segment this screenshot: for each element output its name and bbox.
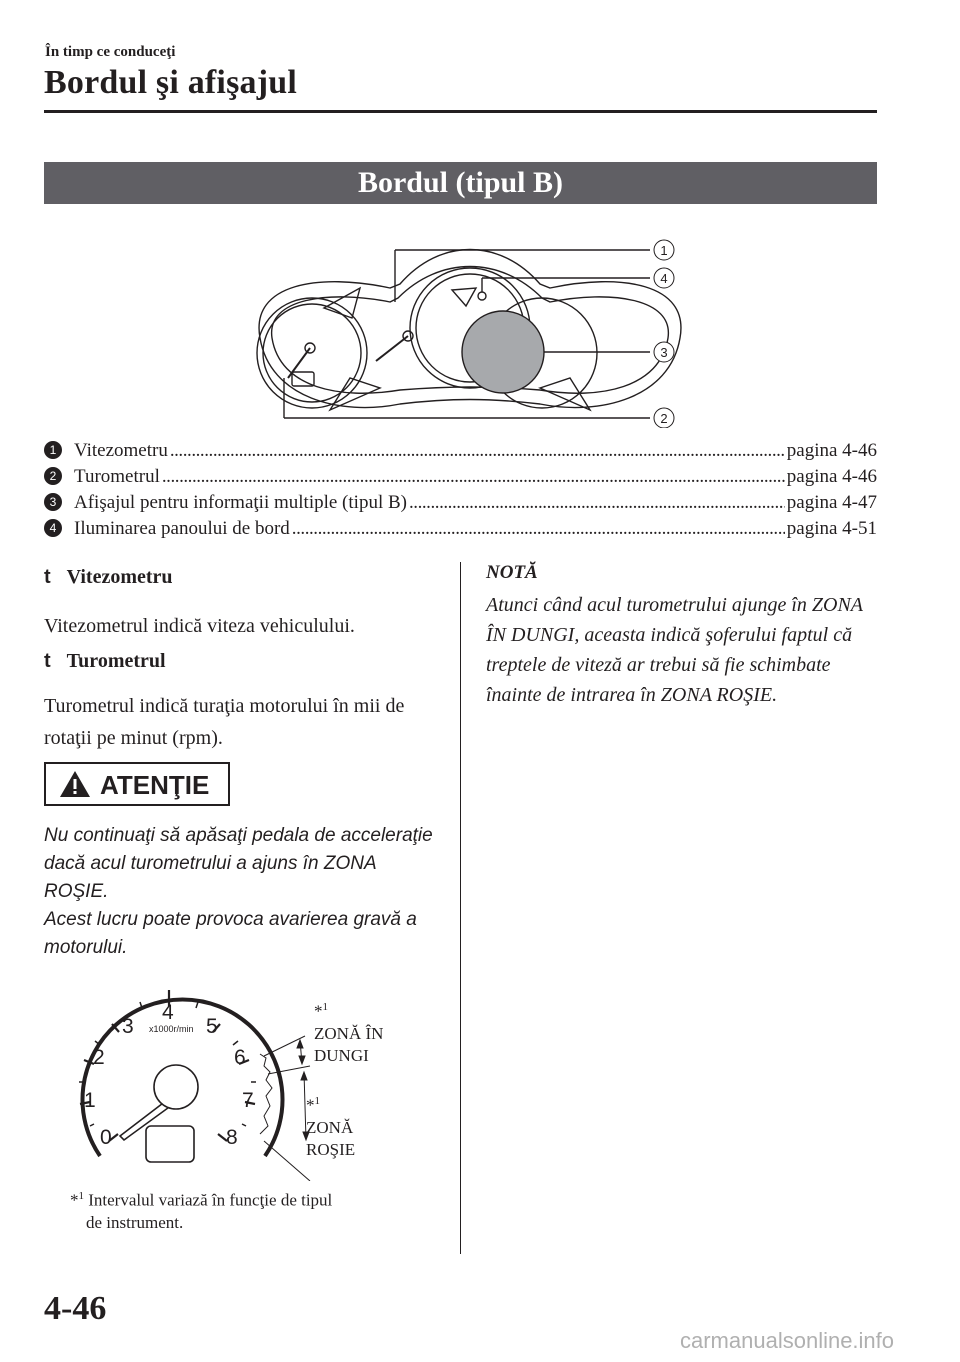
breadcrumb: În timp ce conduceţi <box>45 44 176 60</box>
footnote-asterisk: * <box>306 1095 315 1115</box>
body-text: Vitezometrul indică viteza vehiculului. <box>44 615 355 637</box>
heading-text: Vitezometru <box>66 566 173 588</box>
page-number: 4-46 <box>44 1290 107 1327</box>
heading-text: Turometrul <box>66 650 166 672</box>
callout-4: 4 <box>660 271 668 286</box>
section-banner: Bordul (tipul B) <box>44 162 877 204</box>
footnote <box>70 1185 332 1234</box>
toc-number: 1 <box>44 441 62 459</box>
striped-zone-label-1: ZONĂ ÎN <box>314 1023 384 1043</box>
footnote-asterisk: * <box>314 1001 323 1021</box>
tacho-number: 5 <box>206 1015 218 1038</box>
warning-text <box>44 822 439 962</box>
toc-row <box>44 466 877 488</box>
toc-label: Turometrul <box>74 466 160 487</box>
bullet-glyph: t <box>44 650 51 672</box>
callout-2: 2 <box>660 411 668 426</box>
toc-label: Vitezometru <box>74 440 168 461</box>
toc-page: pagina 4-47 <box>786 492 877 513</box>
toc-leader <box>409 492 785 514</box>
tachometer-illustration <box>60 976 320 1181</box>
bullet-glyph: t <box>44 566 51 588</box>
watermark: carmanualsonline.info <box>680 1328 895 1353</box>
tacho-number: 0 <box>100 1126 112 1149</box>
toc-row <box>44 518 877 540</box>
section-heading <box>44 566 173 589</box>
footnote-superscript: 1 <box>314 1095 320 1107</box>
toc-number: 3 <box>44 493 62 511</box>
toc-leader <box>170 440 785 462</box>
toc-label: Iluminarea panoului de bord <box>74 518 290 539</box>
red-zone-label-1: ZONĂ <box>306 1117 354 1137</box>
toc-row <box>44 492 877 514</box>
title-rule <box>44 110 877 113</box>
striped-zone-callout <box>314 996 383 1067</box>
toc-label: Afişajul pentru informaţii multiple (tipul B) <box>74 492 407 513</box>
body-text: Turometrul indică turaţia motorului în mii de rotaţii pe minut (rpm). <box>44 695 405 749</box>
tacho-number: 7 <box>242 1089 254 1112</box>
page-title: Bordul şi afişajul <box>44 64 297 101</box>
footnote-asterisk: * <box>70 1190 79 1210</box>
footnote-line-2: de instrument. <box>86 1212 184 1232</box>
tacho-number: 3 <box>122 1015 134 1038</box>
tacho-number: 2 <box>93 1046 105 1069</box>
warning-text-2: Acest lucru poate provoca avarierea gravă a motorului. <box>44 909 417 958</box>
note-text: Atunci când acul turometrului ajunge în ZONA ÎN DUNGI, aceasta indică şoferului faptul că treptele de viteză ar trebui să fie schimbate înainte de intrarea în ZONA ROŞIE. <box>486 594 863 706</box>
note-title: NOTĂ <box>486 562 538 583</box>
toc-page: pagina 4-46 <box>786 466 877 487</box>
tacho-number: 4 <box>162 1001 174 1024</box>
warning-text-1: Nu continuaţi să apăsaţi pedala de acceleraţie dacă acul turometrului a ajuns în ZONA ROŞIE. <box>44 825 433 902</box>
warning-label: ATENŢIE <box>100 770 210 800</box>
cluster-diagram <box>240 228 700 428</box>
striped-zone-label-2: DUNGI <box>314 1045 369 1065</box>
toc-row <box>44 440 877 462</box>
toc-number: 4 <box>44 519 62 537</box>
tacho-number: 8 <box>226 1126 238 1149</box>
warning-triangle-icon <box>58 769 92 799</box>
footnote-line-1: Intervalul variază în funcţie de tipul <box>88 1190 333 1210</box>
tacho-number: 1 <box>84 1089 96 1112</box>
toc-page: pagina 4-46 <box>786 440 877 461</box>
toc-page: pagina 4-51 <box>786 518 877 539</box>
red-zone-callout <box>306 1090 355 1161</box>
red-zone-label-2: ROŞIE <box>306 1139 356 1159</box>
section-heading <box>44 650 166 673</box>
tacho-number: 6 <box>234 1046 246 1069</box>
footnote-superscript: 1 <box>78 1190 84 1202</box>
toc-leader <box>292 518 785 540</box>
tacho-unit: x1000r/min <box>149 1024 194 1034</box>
footnote-superscript: 1 <box>322 1001 328 1013</box>
toc-number: 2 <box>44 467 62 485</box>
callout-3: 3 <box>660 345 668 360</box>
callout-1: 1 <box>660 243 668 258</box>
column-divider <box>460 562 461 1254</box>
toc-leader <box>162 466 785 488</box>
